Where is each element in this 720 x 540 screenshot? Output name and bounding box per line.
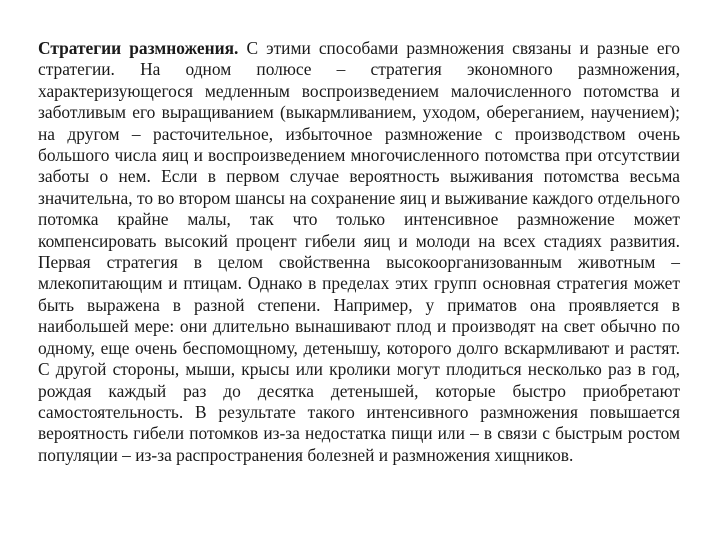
paragraph-lead-heading: Стратегии размножения. <box>38 38 239 58</box>
body-paragraph <box>38 38 680 466</box>
paragraph-body-text: С этими способами размножения связаны и разные его стратегии. На одном полюсе – стратегия экономного размножения, характеризующегося медленным воспроизведением малочисленного потомства и заботливым его выращиванием (выкармливанием, уходом, обереганием, научением); на другом – расточительное, избыточное размножение с производством очень большого числа яиц и воспроизведением многочисленного потомства при отсутствии заботы о нем. Если в первом случае вероятность выживания потомства весьма значительна, то во втором шансы на сохранение яиц и выживание каждого отдельного потомка крайне малы, так что только интенсивное размножение может компенсировать высокий процент гибели яиц и молоди на всех стадиях развития. Первая стратегия в целом свойственна высокоорганизованным животным – млекопитающим и птицам. Однако в пределах этих групп основная стратегия может быть выражена в разной степени. Например, у приматов она проявляется в наибольшей мере: они длительно вынашивают плод и производят на свет обычно по одному, еще очень беспомощному, детенышу, которого долго вскармливают и растят. С другой стороны, мыши, крысы или кролики могут плодиться несколько раз в год, рождая каждый раз до десятка детенышей, которые быстро приобретают самостоятельность. В результате такого интенсивного размножения повышается вероятность гибели потомков из-за недостатка пищи или – в связи с быстрым ростом популяции – из-за распространения болезней и размножения хищников. <box>38 38 680 465</box>
